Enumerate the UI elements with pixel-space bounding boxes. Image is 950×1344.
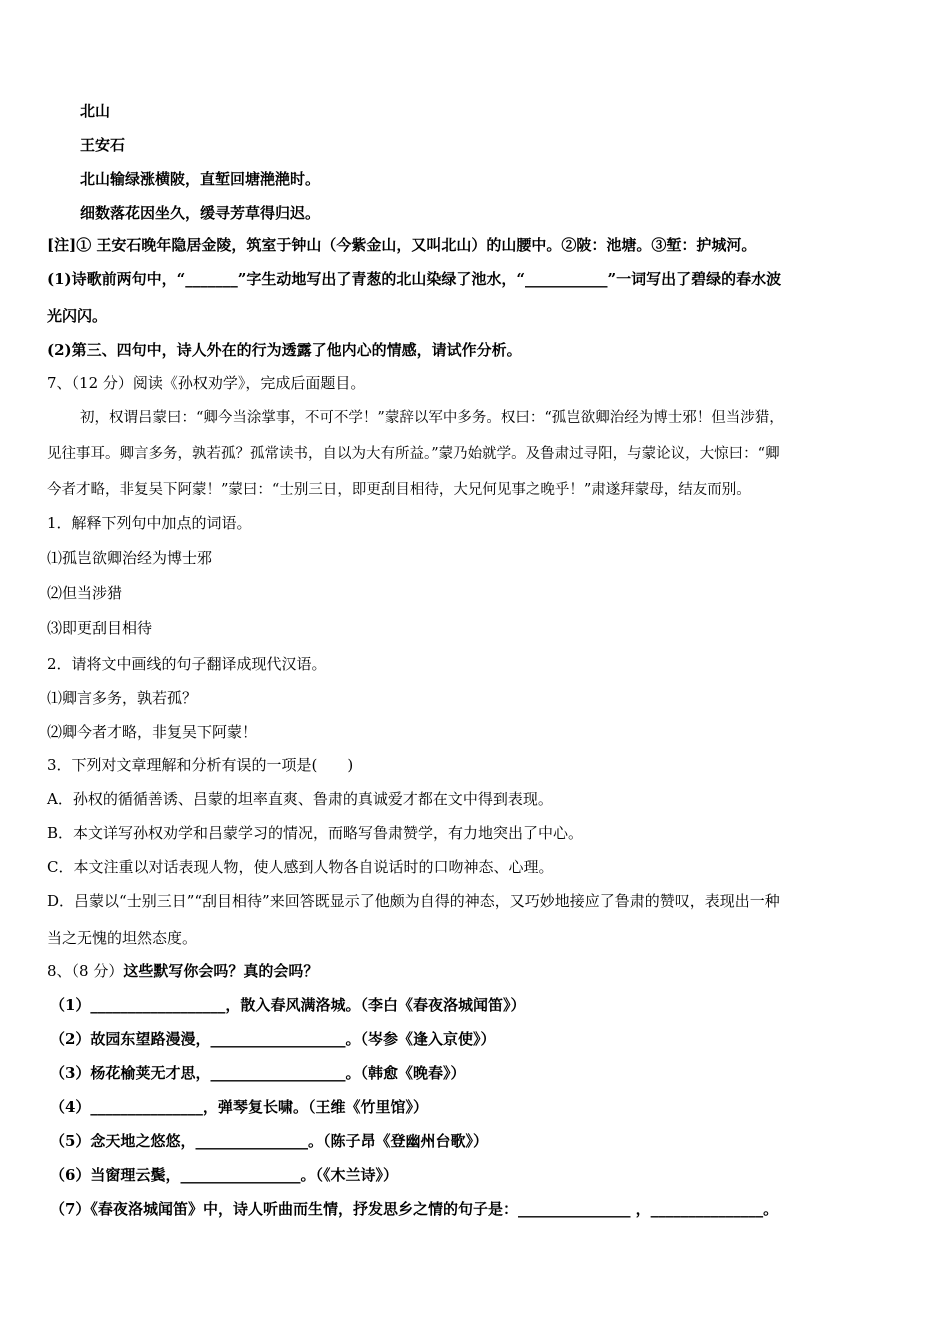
q7-sub-1-2: ⑵但当涉猎: [47, 584, 123, 602]
q8-item-7: （7）《春夜洛城闻笛》中，诗人听曲而生情，抒发思乡之情的句子是：_______________ ，_______________。: [50, 1200, 779, 1218]
poem-title: 北山: [80, 102, 111, 120]
poem-question-1a: (1)诗歌前两句中，“_______”字生动地写出了青葱的北山染绿了池水，“___________”一词写出了碧绿的春水波: [47, 270, 782, 288]
q7-passage-2: 见往事耳。卿言多务，孰若孤？孤常读书，自以为大有所益。”蒙乃始就学。及鲁肃过寻阳，与蒙论议，大惊曰：“卿: [47, 446, 780, 462]
q7-option-b: B．本文详写孙权劝学和吕蒙学习的情况，而略写鲁肃赞学，有力地突出了中心。: [47, 824, 584, 842]
q7-header: 7、（12 分）阅读《孙权劝学》，完成后面题目。: [47, 374, 366, 392]
q7-sub-3: 3．下列对文章理解和分析有误的一项是( ): [47, 756, 354, 774]
q8-item-5: （5）念天地之悠悠，_______________。（陈子昂《登幽州台歌》）: [50, 1132, 488, 1150]
q8-header-text: 这些默写你会吗？真的会吗？: [123, 962, 319, 980]
q7-passage-1: 初，权谓吕蒙曰：“卿今当涂掌事，不可不学！”蒙辞以军中多务。权曰：“孤岂欲卿治经为博士邪！但当涉猎，: [80, 410, 784, 426]
q8-header-number: 8、（8 分）: [47, 962, 124, 980]
poem-question-2: (2)第三、四句中，诗人外在的行为透露了他内心的情感，请试作分析。: [47, 341, 522, 359]
q7-sub-2-2: ⑵卿今者才略，非复吴下阿蒙！: [47, 723, 258, 741]
q8-header: [47, 961, 318, 981]
q7-option-a: A．孙权的循循善诱、吕蒙的坦率直爽、鲁肃的真诚爱才都在文中得到表现。: [47, 790, 553, 808]
q7-option-d-2: 当之无愧的坦然态度。: [47, 929, 198, 947]
q7-sub-1: 1．解释下列句中加点的词语。: [47, 514, 252, 532]
q8-item-1: （1）__________________，散入春风满洛城。（李白《春夜洛城闻笛》）: [50, 996, 526, 1014]
q7-option-c: C．本文注重以对话表现人物，使人感到人物各自说话时的口吻神态、心理。: [47, 858, 554, 876]
q7-sub-1-3: ⑶即更刮目相待: [47, 619, 153, 637]
q7-passage-3: 今者才略，非复吴下阿蒙！”蒙曰：“士别三日，即更刮目相待，大兄何见事之晚乎！”肃遂拜蒙母，结友而别。: [47, 482, 751, 498]
q8-item-4: （4）_______________，弹琴复长啸。（王维《竹里馆》）: [50, 1098, 428, 1116]
q7-sub-2-1: ⑴卿言多务，孰若孤？: [47, 689, 198, 707]
poem-author: 王安石: [80, 136, 126, 154]
q7-option-d-1: D．吕蒙以“士别三日”“刮目相待”来回答既显示了他颇为自得的神态，又巧妙地接应了鲁肃的赞叹，表现出一种: [47, 892, 780, 910]
poem-line-2: 细数落花因坐久，缓寻芳草得归迟。: [80, 204, 321, 222]
q8-item-3: （3）杨花榆荚无才思，__________________。（韩愈《晚春》）: [50, 1064, 466, 1082]
q8-item-6: （6）当窗理云鬓，________________。（《木兰诗》）: [50, 1166, 398, 1184]
q7-sub-1-1: ⑴孤岂欲卿治经为博士邪: [47, 549, 213, 567]
poem-note: [注]① 王安石晚年隐居金陵，筑室于钟山（今紫金山，又叫北山）的山腰中。②陂：池塘。③堑：护城河。: [47, 236, 757, 254]
q8-item-2: （2）故园东望路漫漫，__________________。（岑参《逢入京使》）: [50, 1030, 496, 1048]
poem-line-1: 北山输绿涨横陂，直堑回塘滟滟时。: [80, 170, 321, 188]
q7-sub-2: 2．请将文中画线的句子翻译成现代汉语。: [47, 655, 327, 673]
poem-question-1b: 光闪闪。: [47, 307, 108, 325]
